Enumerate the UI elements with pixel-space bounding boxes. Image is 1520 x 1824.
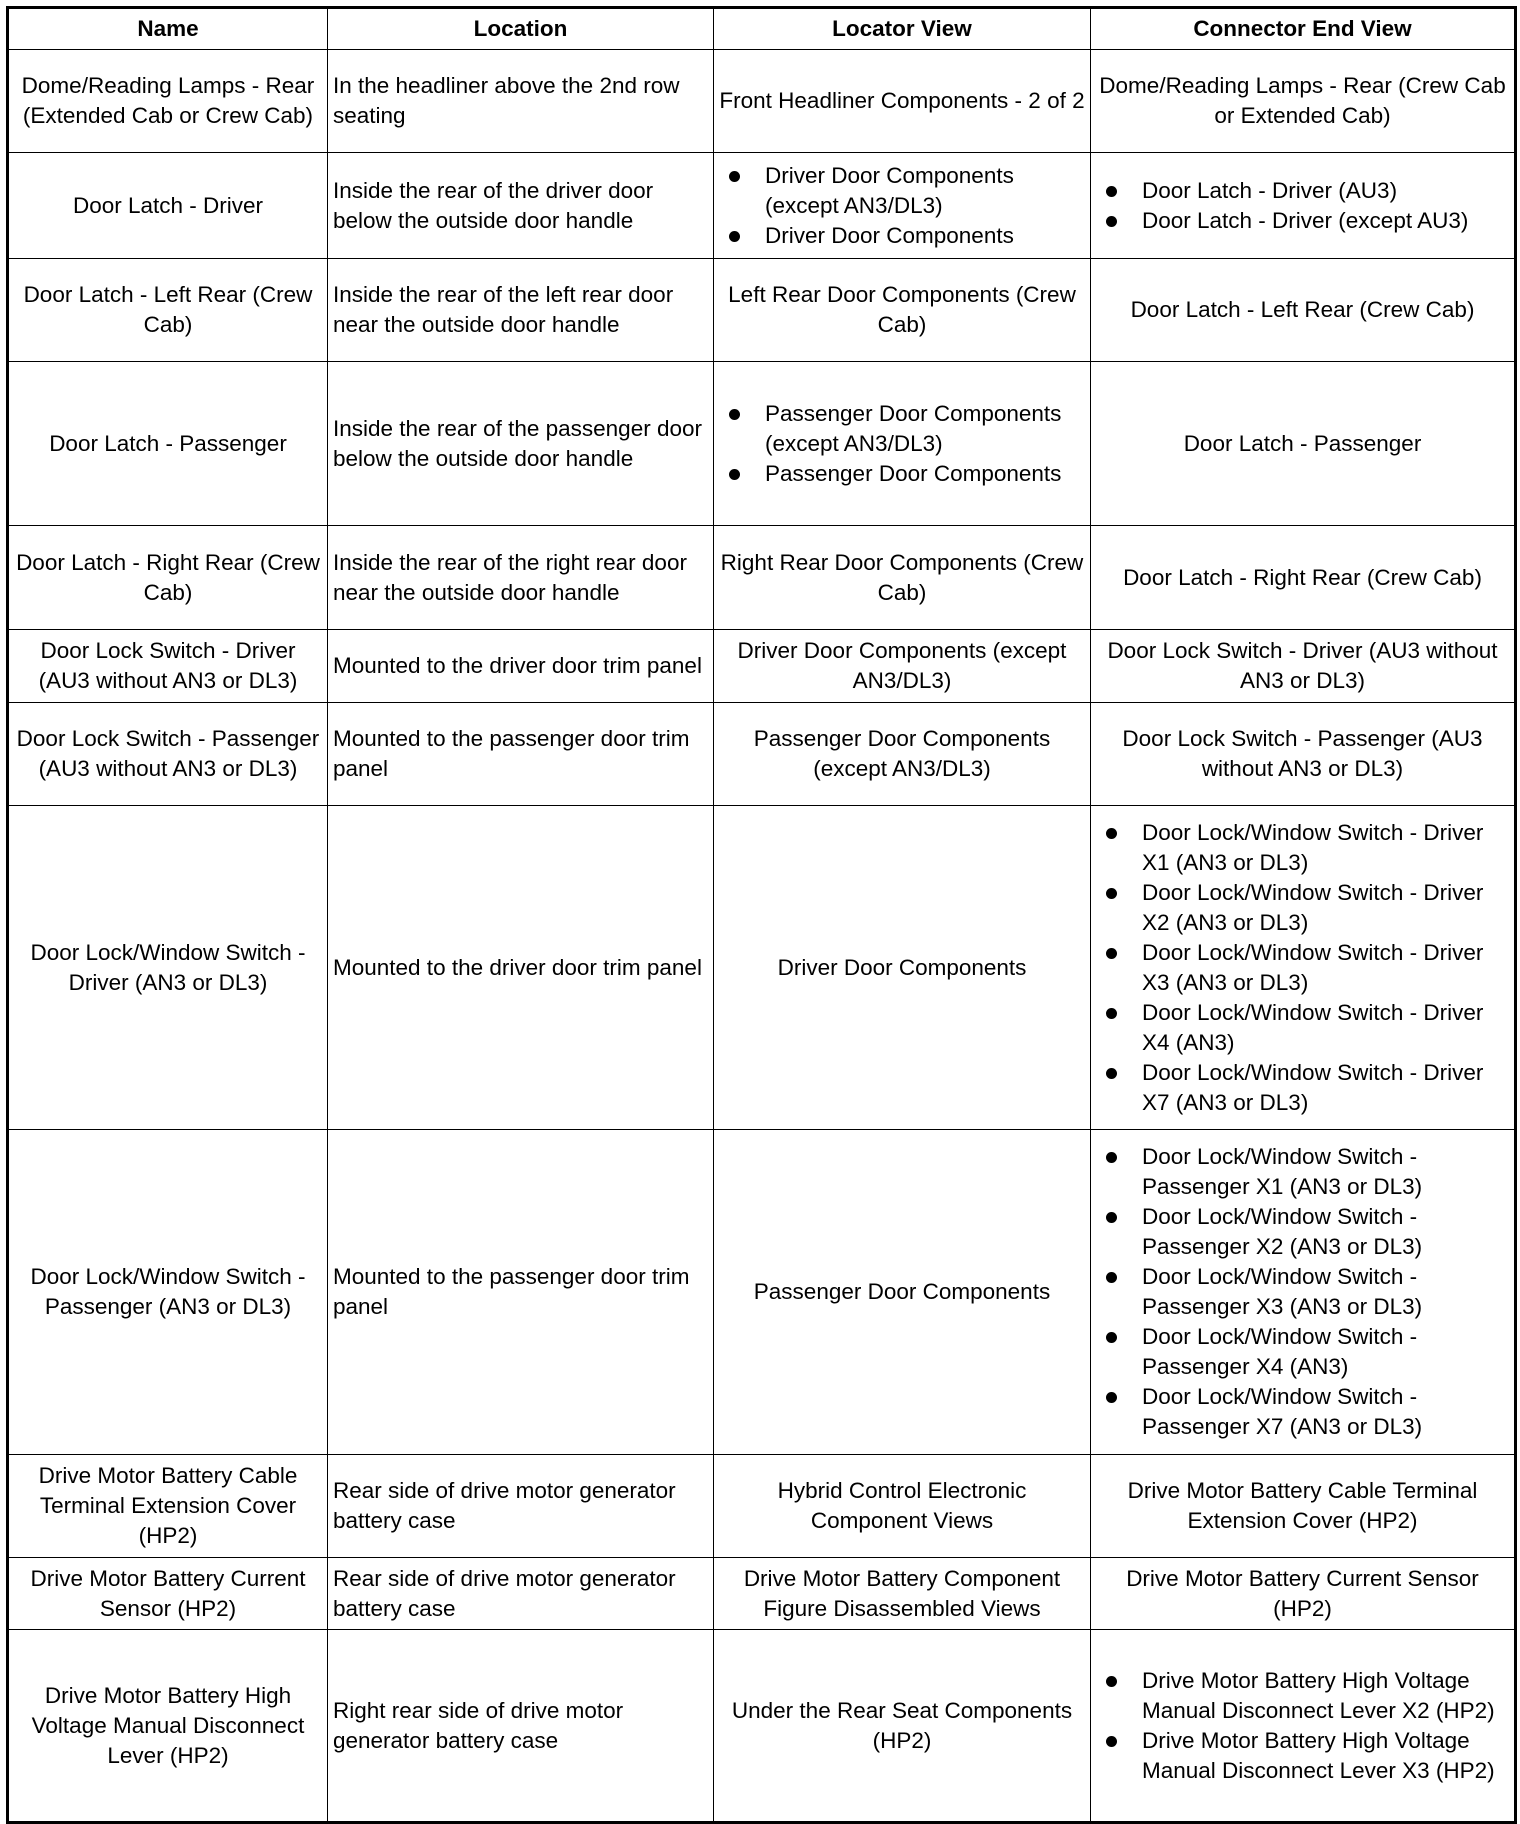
header-location: Location	[328, 8, 714, 50]
location-cell: Mounted to the passenger door trim panel	[328, 1130, 714, 1455]
bullet-item: Drive Motor Battery High Voltage Manual Disconnect Lever X2 (HP2)	[1112, 1666, 1509, 1726]
header-row	[8, 8, 1516, 50]
connector-end-view-cell	[1091, 806, 1516, 1130]
locator-view-cell	[714, 362, 1091, 526]
table-row	[8, 1455, 1516, 1558]
header-name: Name	[8, 8, 328, 50]
name-cell: Dome/Reading Lamps - Rear (Extended Cab or Crew Cab)	[8, 50, 328, 153]
locator-view-cell: Front Headliner Components - 2 of 2	[714, 50, 1091, 153]
table-row	[8, 153, 1516, 259]
name-cell: Drive Motor Battery High Voltage Manual Disconnect Lever (HP2)	[8, 1630, 328, 1823]
location-cell: Inside the rear of the right rear door near the outside door handle	[328, 526, 714, 630]
bullet-item: Driver Door Components	[735, 221, 1085, 251]
bullet-item: Driver Door Components (except AN3/DL3)	[735, 161, 1085, 221]
locator-view-cell: Left Rear Door Components (Crew Cab)	[714, 259, 1091, 362]
connector-end-view-cell: Door Lock Switch - Passenger (AU3 without AN3 or DL3)	[1091, 703, 1516, 806]
bullet-item: Door Lock/Window Switch - Passenger X2 (AN3 or DL3)	[1112, 1202, 1509, 1262]
location-cell: Mounted to the driver door trim panel	[328, 806, 714, 1130]
bullet-item: Door Lock/Window Switch - Driver X3 (AN3 or DL3)	[1112, 938, 1509, 998]
locator-view-cell: Passenger Door Components	[714, 1130, 1091, 1455]
location-cell: Inside the rear of the left rear door near the outside door handle	[328, 259, 714, 362]
table-row	[8, 1130, 1516, 1455]
locator-view-cell: Driver Door Components (except AN3/DL3)	[714, 630, 1091, 703]
bullet-list	[1096, 818, 1509, 1118]
header-locator-view: Locator View	[714, 8, 1091, 50]
name-cell: Door Lock Switch - Driver (AU3 without AN3 or DL3)	[8, 630, 328, 703]
name-cell: Drive Motor Battery Cable Terminal Extension Cover (HP2)	[8, 1455, 328, 1558]
connector-end-view-cell: Door Latch - Left Rear (Crew Cab)	[1091, 259, 1516, 362]
table-row	[8, 703, 1516, 806]
name-cell: Door Lock Switch - Passenger (AU3 without AN3 or DL3)	[8, 703, 328, 806]
locator-view-cell: Drive Motor Battery Component Figure Disassembled Views	[714, 1558, 1091, 1630]
bullet-list	[719, 399, 1085, 489]
location-cell: Mounted to the passenger door trim panel	[328, 703, 714, 806]
table-row	[8, 806, 1516, 1130]
location-cell: Rear side of drive motor generator battery case	[328, 1455, 714, 1558]
bullet-item: Door Lock/Window Switch - Passenger X3 (AN3 or DL3)	[1112, 1262, 1509, 1322]
bullet-item: Passenger Door Components	[735, 459, 1085, 489]
location-cell: Rear side of drive motor generator battery case	[328, 1558, 714, 1630]
connector-end-view-cell: Door Latch - Passenger	[1091, 362, 1516, 526]
connector-end-view-cell	[1091, 153, 1516, 259]
bullet-item: Door Lock/Window Switch - Passenger X7 (AN3 or DL3)	[1112, 1382, 1509, 1442]
table-row	[8, 1558, 1516, 1630]
bullet-item: Door Lock/Window Switch - Driver X1 (AN3 or DL3)	[1112, 818, 1509, 878]
location-cell: Inside the rear of the driver door below the outside door handle	[328, 153, 714, 259]
bullet-item: Door Lock/Window Switch - Driver X7 (AN3 or DL3)	[1112, 1058, 1509, 1118]
location-cell: In the headliner above the 2nd row seating	[328, 50, 714, 153]
bullet-item: Passenger Door Components (except AN3/DL3)	[735, 399, 1085, 459]
name-cell: Door Latch - Left Rear (Crew Cab)	[8, 259, 328, 362]
name-cell: Door Latch - Driver	[8, 153, 328, 259]
locator-view-cell	[714, 153, 1091, 259]
table-row	[8, 630, 1516, 703]
connector-end-view-cell: Dome/Reading Lamps - Rear (Crew Cab or Extended Cab)	[1091, 50, 1516, 153]
connector-end-view-cell: Door Latch - Right Rear (Crew Cab)	[1091, 526, 1516, 630]
bullet-list	[1096, 1666, 1509, 1786]
locator-view-cell: Driver Door Components	[714, 806, 1091, 1130]
bullet-item: Door Latch - Driver (AU3)	[1112, 176, 1509, 206]
bullet-list	[719, 161, 1085, 251]
table-row	[8, 362, 1516, 526]
bullet-item: Door Lock/Window Switch - Driver X4 (AN3)	[1112, 998, 1509, 1058]
locator-view-cell: Hybrid Control Electronic Component Views	[714, 1455, 1091, 1558]
connector-end-view-cell: Door Lock Switch - Driver (AU3 without AN3 or DL3)	[1091, 630, 1516, 703]
locator-view-cell: Right Rear Door Components (Crew Cab)	[714, 526, 1091, 630]
location-cell: Inside the rear of the passenger door below the outside door handle	[328, 362, 714, 526]
name-cell: Door Lock/Window Switch - Passenger (AN3 or DL3)	[8, 1130, 328, 1455]
connector-end-view-cell	[1091, 1630, 1516, 1823]
location-cell: Right rear side of drive motor generator battery case	[328, 1630, 714, 1823]
table-row	[8, 526, 1516, 630]
connector-end-view-cell: Drive Motor Battery Cable Terminal Extension Cover (HP2)	[1091, 1455, 1516, 1558]
table-row	[8, 1630, 1516, 1823]
bullet-item: Door Lock/Window Switch - Passenger X1 (AN3 or DL3)	[1112, 1142, 1509, 1202]
table-row	[8, 50, 1516, 153]
locator-view-cell: Under the Rear Seat Components (HP2)	[714, 1630, 1091, 1823]
name-cell: Door Latch - Right Rear (Crew Cab)	[8, 526, 328, 630]
bullet-item: Drive Motor Battery High Voltage Manual Disconnect Lever X3 (HP2)	[1112, 1726, 1509, 1786]
locator-view-cell: Passenger Door Components (except AN3/DL3)	[714, 703, 1091, 806]
bullet-item: Door Lock/Window Switch - Driver X2 (AN3 or DL3)	[1112, 878, 1509, 938]
connector-end-view-cell: Drive Motor Battery Current Sensor (HP2)	[1091, 1558, 1516, 1630]
name-cell: Door Latch - Passenger	[8, 362, 328, 526]
name-cell: Drive Motor Battery Current Sensor (HP2)	[8, 1558, 328, 1630]
location-cell: Mounted to the driver door trim panel	[328, 630, 714, 703]
table-row	[8, 259, 1516, 362]
bullet-list	[1096, 1142, 1509, 1442]
bullet-list	[1096, 176, 1509, 236]
connector-end-view-cell	[1091, 1130, 1516, 1455]
bullet-item: Door Lock/Window Switch - Passenger X4 (AN3)	[1112, 1322, 1509, 1382]
name-cell: Door Lock/Window Switch - Driver (AN3 or DL3)	[8, 806, 328, 1130]
header-connector-end-view: Connector End View	[1091, 8, 1516, 50]
component-locator-table	[6, 6, 1517, 1824]
bullet-item: Door Latch - Driver (except AU3)	[1112, 206, 1509, 236]
